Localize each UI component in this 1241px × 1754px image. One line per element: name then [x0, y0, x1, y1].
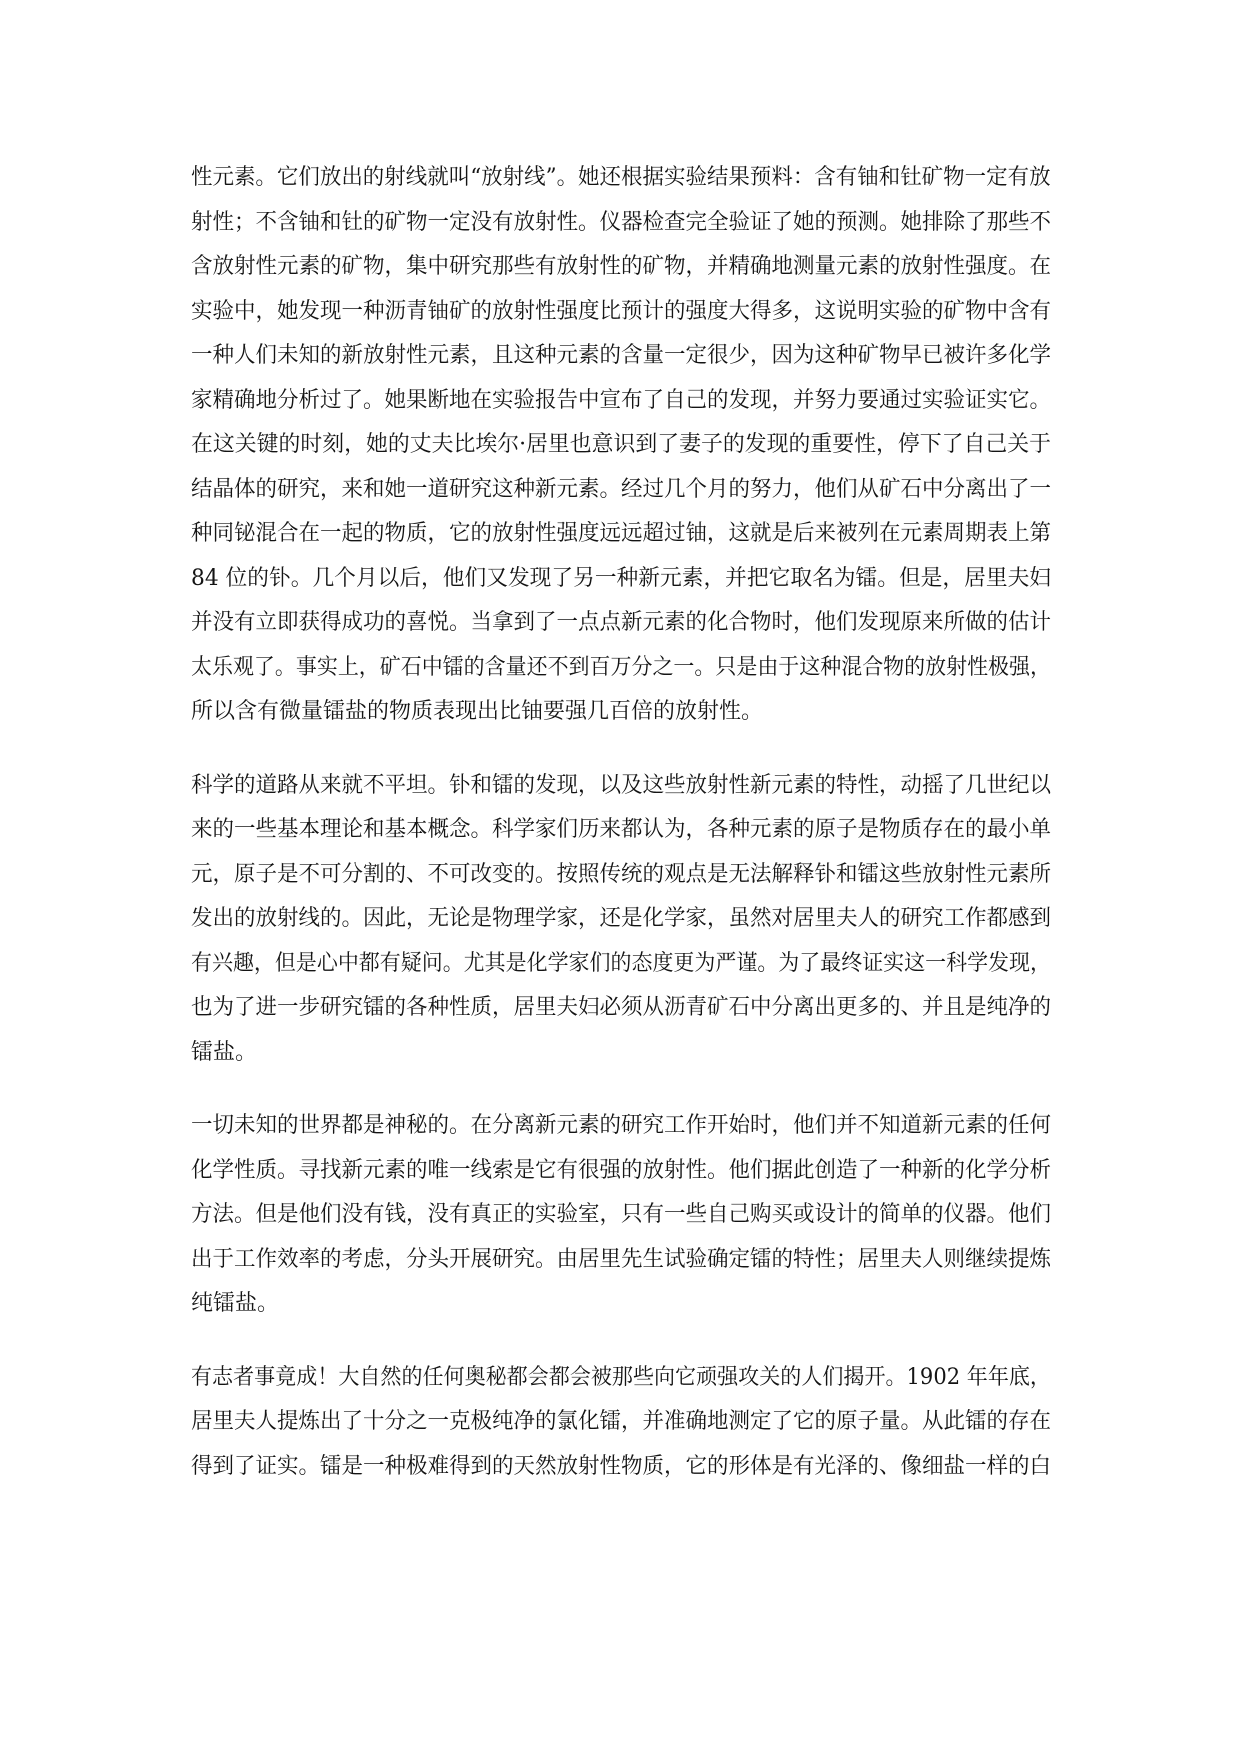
text-line: 家精确地分析过了。她果断地在实验报告中宣布了自己的发现，并努力要通过实验证实它。 [191, 387, 1052, 413]
text-line: 也为了进一步研究镭的各种性质，居里夫妇必须从沥青矿石中分离出更多的、并且是纯净的 [191, 995, 1052, 1020]
text-line: 纯镭盐。 [191, 1291, 280, 1316]
paragraph-3 [191, 1104, 1051, 1327]
text-line: 一种人们未知的新放射性元素，且这种元素的含量一定很少，因为这种矿物早已被许多化学 [191, 343, 1052, 368]
paragraph-1 [191, 156, 1051, 735]
text-line: 含放射性元素的矿物，集中研究那些有放射性的矿物，并精确地测量元素的放射性强度。在 [191, 254, 1052, 279]
text-line: 得到了证实。镭是一种极难得到的天然放射性物质，它的形体是有光泽的、像细盐一样的白 [191, 1453, 1052, 1479]
paragraph-2 [191, 764, 1051, 1076]
text-line: 性元素。它们放出的射线就叫“放射线”。她还根据实验结果预料：含有铀和钍矿物一定有放 [191, 165, 1051, 190]
text-line: 出于工作效率的考虑，分头开展研究。由居里先生试验确定镭的特性；居里夫人则继续提炼 [191, 1246, 1052, 1272]
text-line: 实验中，她发现一种沥青铀矿的放射性强度比预计的强度大得多，这说明实验的矿物中含有 [191, 298, 1052, 324]
text-line: 太乐观了。事实上，矿石中镭的含量还不到百万分之一。只是由于这种混合物的放射性极强， [191, 654, 1051, 680]
text-line: 发出的放射线的。因此，无论是物理学家，还是化学家，虽然对居里夫人的研究工作都感到 [191, 906, 1052, 931]
text-line: 在这关键的时刻，她的丈夫比埃尔·居里也意识到了妻子的发现的重要性，停下了自己关于 [191, 432, 1051, 457]
text-line: 有志者事竟成！大自然的任何奥秘都会都会被那些向它顽强攻关的人们揭开。1902 年年底， [191, 1364, 1051, 1390]
text-line: 科学的道路从来就不平坦。钋和镭的发现，以及这些放射性新元素的特性，动摇了几世纪以 [191, 772, 1052, 798]
text-line: 来的一些基本理论和基本概念。科学家们历来都认为，各种元素的原子是物质存在的最小单 [191, 817, 1052, 842]
text-line: 镭盐。 [191, 1039, 258, 1065]
text-line: 射性；不含铀和钍的矿物一定没有放射性。仪器检查完全验证了她的预测。她排除了那些不 [191, 209, 1052, 235]
text-line: 有兴趣，但是心中都有疑问。尤其是化学家们的态度更为严谨。为了最终证实这一科学发现， [191, 950, 1051, 976]
text-line: 化学性质。寻找新元素的唯一线索是它有很强的放射性。他们据此创造了一种新的化学分析 [191, 1157, 1052, 1183]
paragraph-4 [191, 1356, 1051, 1490]
text-line: 并没有立即获得成功的喜悦。当拿到了一点点新元素的化合物时，他们发现原来所做的估计 [191, 610, 1052, 635]
text-line: 元，原子是不可分割的、不可改变的。按照传统的观点是无法解释钋和镭这些放射性元素所 [191, 861, 1052, 887]
text-line: 方法。但是他们没有钱，没有真正的实验室，只有一些自己购买或设计的简单的仪器。他们 [191, 1202, 1052, 1227]
text-line: 84 位的钋。几个月以后，他们又发现了另一种新元素，并把它取名为镭。但是，居里夫妇 [191, 565, 1052, 591]
text-line: 居里夫人提炼出了十分之一克极纯净的氯化镭，并准确地测定了它的原子量。从此镭的存在 [191, 1409, 1052, 1434]
text-line: 一切未知的世界都是神秘的。在分离新元素的研究工作开始时，他们并不知道新元素的任何 [191, 1113, 1052, 1138]
text-line: 种同铋混合在一起的物质，它的放射性强度远远超过铀，这就是后来被列在元素周期表上第 [191, 521, 1052, 546]
document-body [191, 156, 1051, 1518]
text-line: 所以含有微量镭盐的物质表现出比铀要强几百倍的放射性。 [191, 699, 764, 724]
text-line: 结晶体的研究，来和她一道研究这种新元素。经过几个月的努力，他们从矿石中分离出了一 [191, 476, 1052, 502]
